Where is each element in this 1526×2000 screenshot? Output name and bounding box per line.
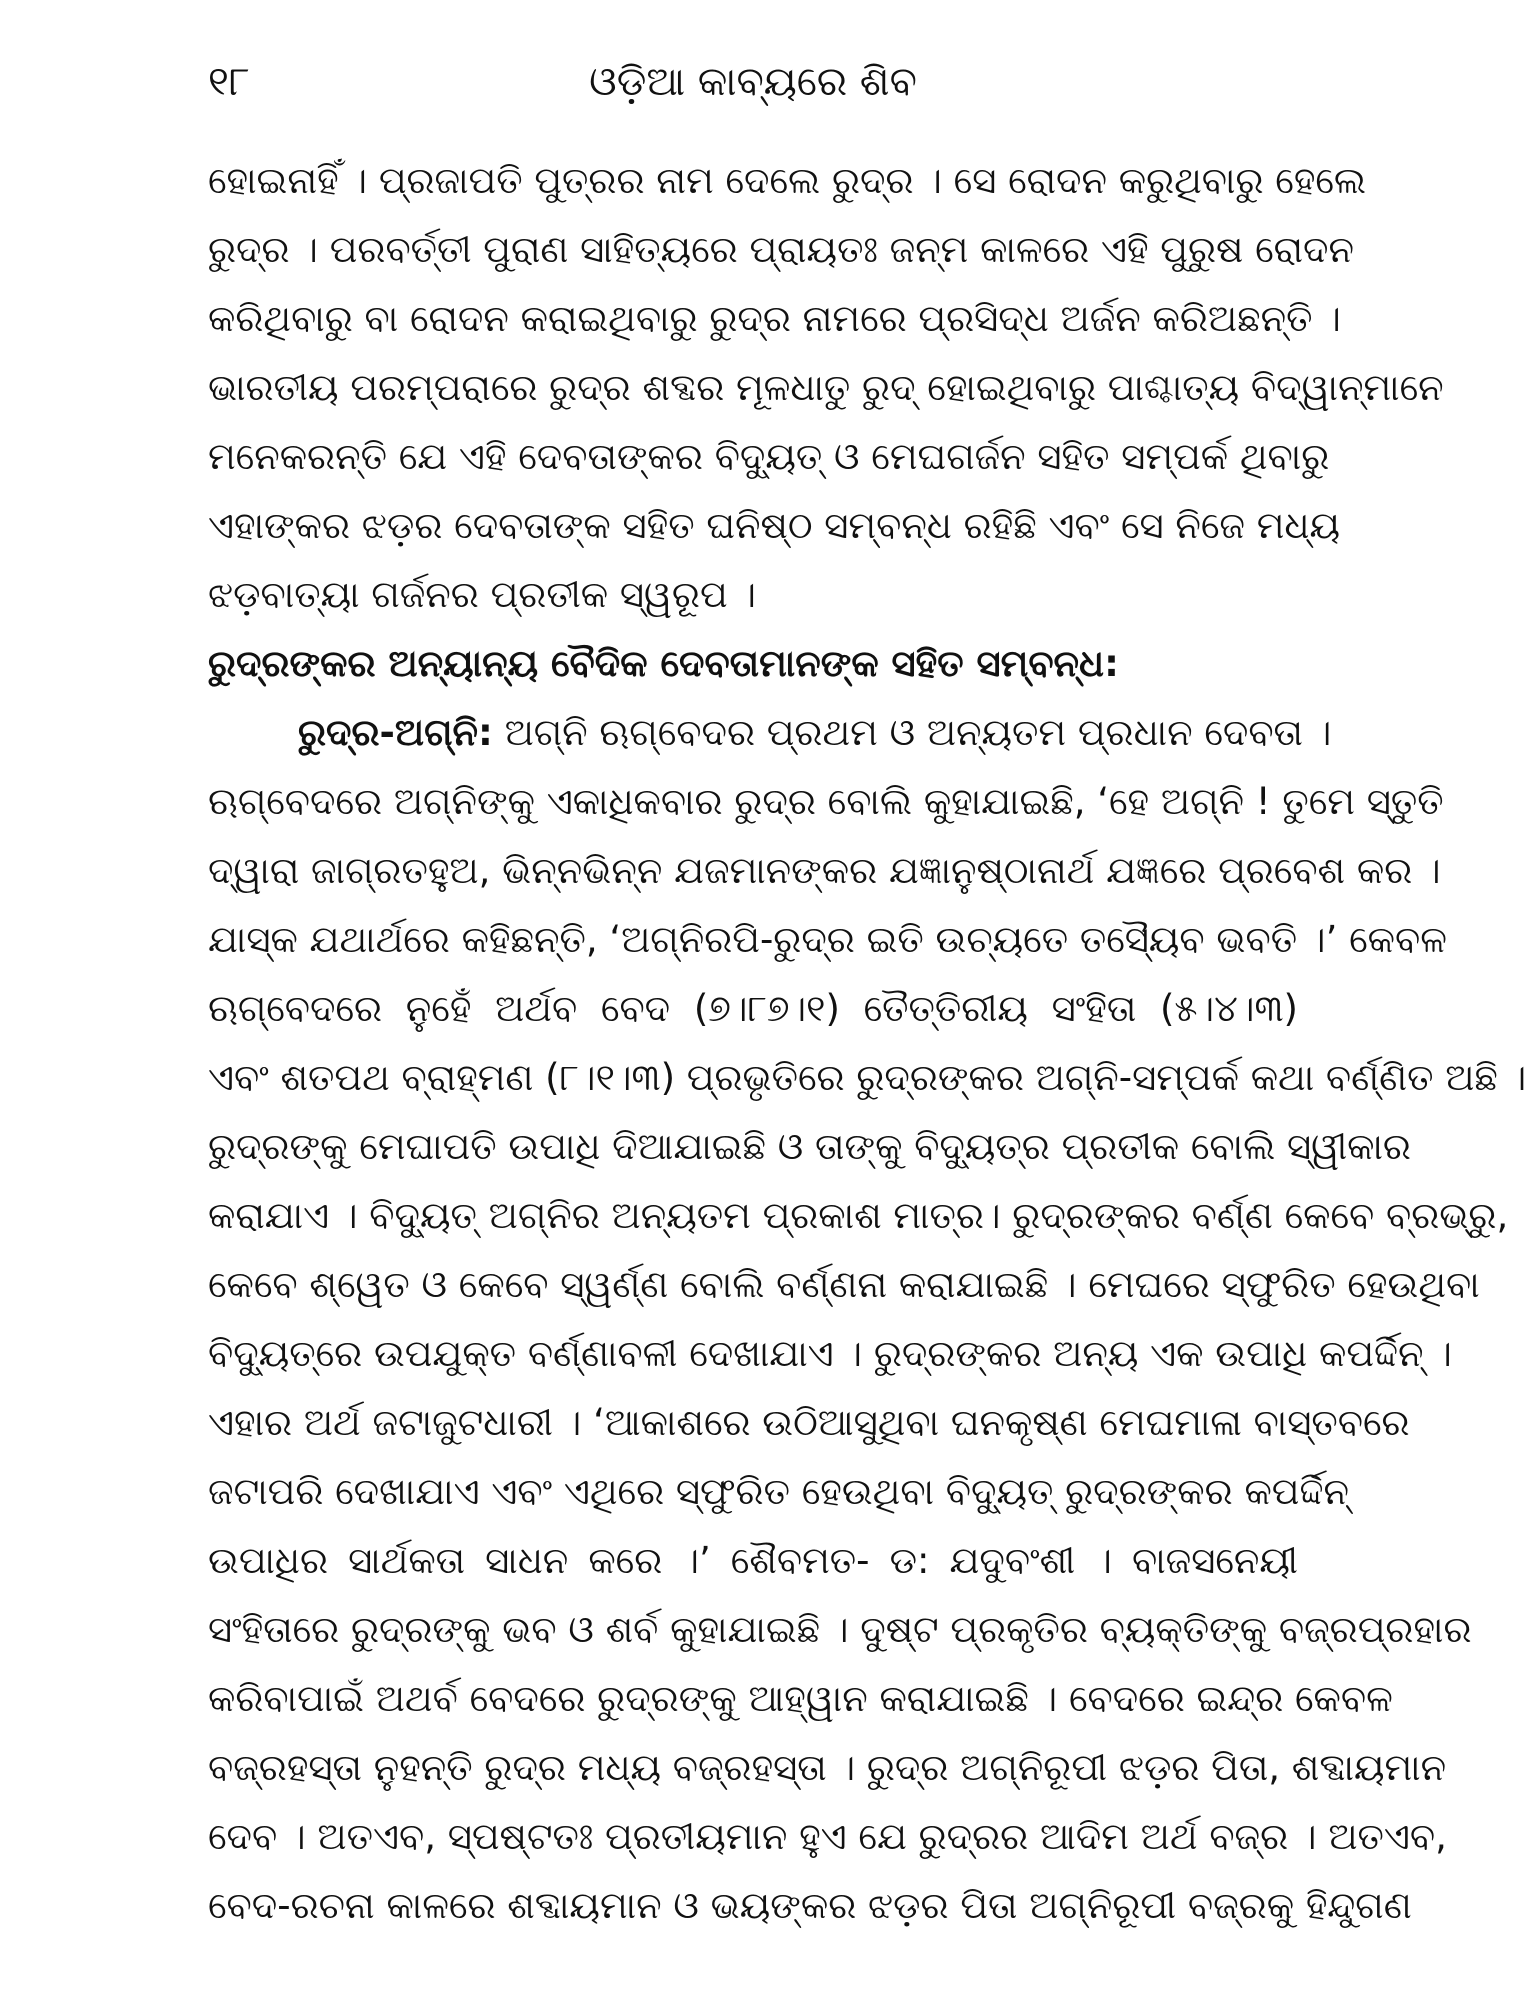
text-line-first <box>208 698 1332 767</box>
text-line: ବିଦ୍ୟୁତ୍‌ରେ ଉପଯୁକ୍ତ ବର୍ଣ୍ଣାବଳୀ ଦେଖାଯାଏ । ରୁଦ୍ରଙ୍କର ଅନ୍ୟ ଏକ ଉପାଧି କପର୍ଦ୍ଦିନ୍ । <box>208 1332 1452 1375</box>
text-line: ଝଡ଼ବାତ୍ୟା ଗର୍ଜନର ପ୍ରତୀକ ସ୍ୱରୂପ । <box>208 573 757 616</box>
section-heading: ରୁଦ୍ରଙ୍କର ଅନ୍ୟାନ୍ୟ ବୈଦିକ ଦେବତାମାନଙ୍କ ସହିତ ସମ୍ବନ୍ଧ: <box>208 642 1119 685</box>
text-line: ମନେକରନ୍ତି ଯେ ଏହି ଦେବତାଙ୍କର ବିଦ୍ୟୁତ୍ ଓ ମେଘଗର୍ଜନ ସହିତ ସମ୍ପର୍କ ଥିବାରୁ <box>208 435 1330 478</box>
text-line: ଯାସ୍କ ଯଥାର୍ଥରେ କହିଛନ୍ତି, ‘ଅଗ୍ନିରପି-ରୁଦ୍ର ଇତି ଉଚ୍ୟତେ ତସ୍ୟୈବ ଭବତି ।’ କେବଳ <box>208 918 1447 961</box>
subsection-lead: ରୁଦ୍ର-ଅଗ୍ନି: <box>298 711 493 754</box>
text-line: ରୁଦ୍ରଙ୍କୁ ମେଘାପତି ଉପାଧି ଦିଆଯାଇଛି ଓ ତାଙ୍କୁ ବିଦ୍ୟୁତ୍‌ର ପ୍ରତୀକ ବୋଲି ସ୍ୱୀକାର <box>208 1125 1411 1168</box>
text-line: ସଂହିତାରେ ରୁଦ୍ରଙ୍କୁ ଭବ ଓ ଶର୍ବ କୁହାଯାଇଛି । ଦୁଷ୍ଟ ପ୍ରକୃତିର ବ୍ୟକ୍ତିଙ୍କୁ ବଜ୍ରପ୍ରହାର <box>208 1608 1472 1651</box>
first-line-text: ଅଗ୍ନି ଋଗ୍‌ବେଦର ପ୍ରଥମ ଓ ଅନ୍ୟତମ ପ୍ରଧାନ ଦେବତା । <box>492 711 1332 754</box>
text-line: ଏବଂ ଶତପଥ ବ୍ରାହ୍ମଣ (୮।୧।୩) ପ୍ରଭୃତିରେ ରୁଦ୍ରଙ୍କର ଅଗ୍ନି-ସମ୍ପର୍କ କଥା ବର୍ଣ୍ଣିତ ଅଛି । <box>208 1056 1526 1099</box>
text-line: ରୁଦ୍ର । ପରବର୍ତ୍ତୀ ପୁରାଣ ସାହିତ୍ୟରେ ପ୍ରାୟତଃ ଜନ୍ମ କାଳରେ ଏହି ପୁରୁଷ ରୋଦନ <box>208 228 1354 271</box>
text-line: କେବେ ଶ୍ୱେତ ଓ କେବେ ସ୍ୱର୍ଣ୍ଣ ବୋଲି ବର୍ଣ୍ଣନା କରାଯାଇଛି । ମେଘରେ ସ୍ଫୁରିତ ହେଉଥିବା <box>208 1263 1480 1306</box>
text-line: ଦେବ । ଅତଏବ, ସ୍ପଷ୍ଟତଃ ପ୍ରତୀୟମାନ ହୁଏ ଯେ ରୁଦ୍ରର ଆଦିମ ଅର୍ଥ ବଜ୍ର । ଅତଏବ, <box>208 1815 1447 1858</box>
text-line: ଏହାଙ୍କର ଝଡ଼ର ଦେବତାଙ୍କ ସହିତ ଘନିଷ୍ଠ ସମ୍ବନ୍ଧ ରହିଛି ଏବଂ ସେ ନିଜେ ମଧ୍ୟ <box>208 504 1341 547</box>
text-line: ଦ୍ୱାରା ଜାଗ୍ରତହୁଅ, ଭିନ୍ନଭିନ୍ନ ଯଜମାନଙ୍କର ଯଜ୍ଞାନୁଷ୍ଠାନାର୍ଥ ଯଜ୍ଞରେ ପ୍ରବେଶ କର । <box>208 849 1441 892</box>
text-line: ଜଟାପରି ଦେଖାଯାଏ ଏବଂ ଏଥିରେ ସ୍ଫୁରିତ ହେଉଥିବା ବିଦ୍ୟୁତ୍ ରୁଦ୍ରଙ୍କର କପର୍ଦ୍ଦିନ୍ <box>208 1470 1349 1513</box>
book-title: ଓଡ଼ିଆ କାବ୍ୟରେ ଶିବ <box>589 59 917 105</box>
text-line: କରିବାପାଇଁ ଅଥର୍ବ ବେଦରେ ରୁଦ୍ରଙ୍କୁ ଆହ୍ୱାନ କରାଯାଇଛି । ବେଦରେ ଇନ୍ଦ୍ର କେବଳ <box>208 1677 1393 1720</box>
text-line: କରାଯାଏ । ବିଦ୍ୟୁତ୍ ଅଗ୍ନିର ଅନ୍ୟତମ ପ୍ରକାଶ ମାତ୍ର। ରୁଦ୍ରଙ୍କର ବର୍ଣ୍ଣ କେବେ ବ୍ରଭ୍ରୁ, <box>208 1194 1509 1237</box>
text-line: ଋଗ୍‌ବେଦରେ ନୁହେଁ ଅର୍ଥବ ବେଦ (୭।୮୭।୧) ତୈତ୍ତିରୀୟ ସଂହିତା (୫।୪।୩) <box>208 987 1298 1030</box>
page-number: ୧୮ <box>208 59 250 105</box>
text-line: ଋଗ୍‌ବେଦରେ ଅଗ୍ନିଙ୍କୁ ଏକାଧିକବାର ରୁଦ୍ର ବୋଲି କୁହାଯାଇଛି, ‘ହେ ଅଗ୍ନି ! ତୁମେ ସ୍ତୁତି <box>208 780 1444 823</box>
text-line: ହୋଇନାହିଁ । ପ୍ରଜାପତି ପୁତ୍ରର ନାମ ଦେଲେ ରୁଦ୍ର । ସେ ରୋଦନ କରୁଥିବାରୁ ହେଲେ <box>208 159 1367 202</box>
text-line: କରିଥିବାରୁ ବା ରୋଦନ କରାଇଥିବାରୁ ରୁଦ୍ର ନାମରେ ପ୍ରସିଦ୍ଧ ଅର୍ଜନ କରିଅଛନ୍ତି । <box>208 297 1341 340</box>
text-line: ଏହାର ଅର୍ଥ ଜଟାଜୁଟଧାରୀ । ‘ଆକାଶରେ ଉଠିଆସୁଥିବା ଘନକୃଷ୍ଣ ମେଘମାଳା ବାସ୍ତବରେ <box>208 1401 1410 1444</box>
text-line: ଭାରତୀୟ ପରମ୍ପରାରେ ରୁଦ୍ର ଶବ୍ଦର ମୂଳଧାତୁ ରୁଦ୍ ହୋଇଥିବାରୁ ପାଶ୍ଚାତ୍ୟ ବିଦ୍ୱାନ୍‌ମାନେ <box>208 366 1444 409</box>
text-line: ବଜ୍ରହସ୍ତା ନୁହନ୍ତି ରୁଦ୍ର ମଧ୍ୟ ବଜ୍ରହସ୍ତା । ରୁଦ୍ର ଅଗ୍ନିରୂପୀ ଝଡ଼ର ପିତା, ଶବ୍ଦାୟମାନ <box>208 1746 1447 1789</box>
text-line: ଉପାଧିର ସାର୍ଥକତା ସାଧନ କରେ ।’ ଶୈବମତ- ଡ: ଯଦୁବଂଶୀ । ବାଜସନେୟୀ <box>208 1539 1298 1582</box>
body-text <box>208 146 1526 1940</box>
text-line: ବେଦ-ରଚନା କାଳରେ ଶବ୍ଦାୟମାନ ଓ ଭୟଙ୍କର ଝଡ଼ର ପିତା ଅଗ୍ନିରୂପୀ ବଜ୍ରକୁ ହିନ୍ଦୁଗଣ <box>208 1884 1412 1927</box>
